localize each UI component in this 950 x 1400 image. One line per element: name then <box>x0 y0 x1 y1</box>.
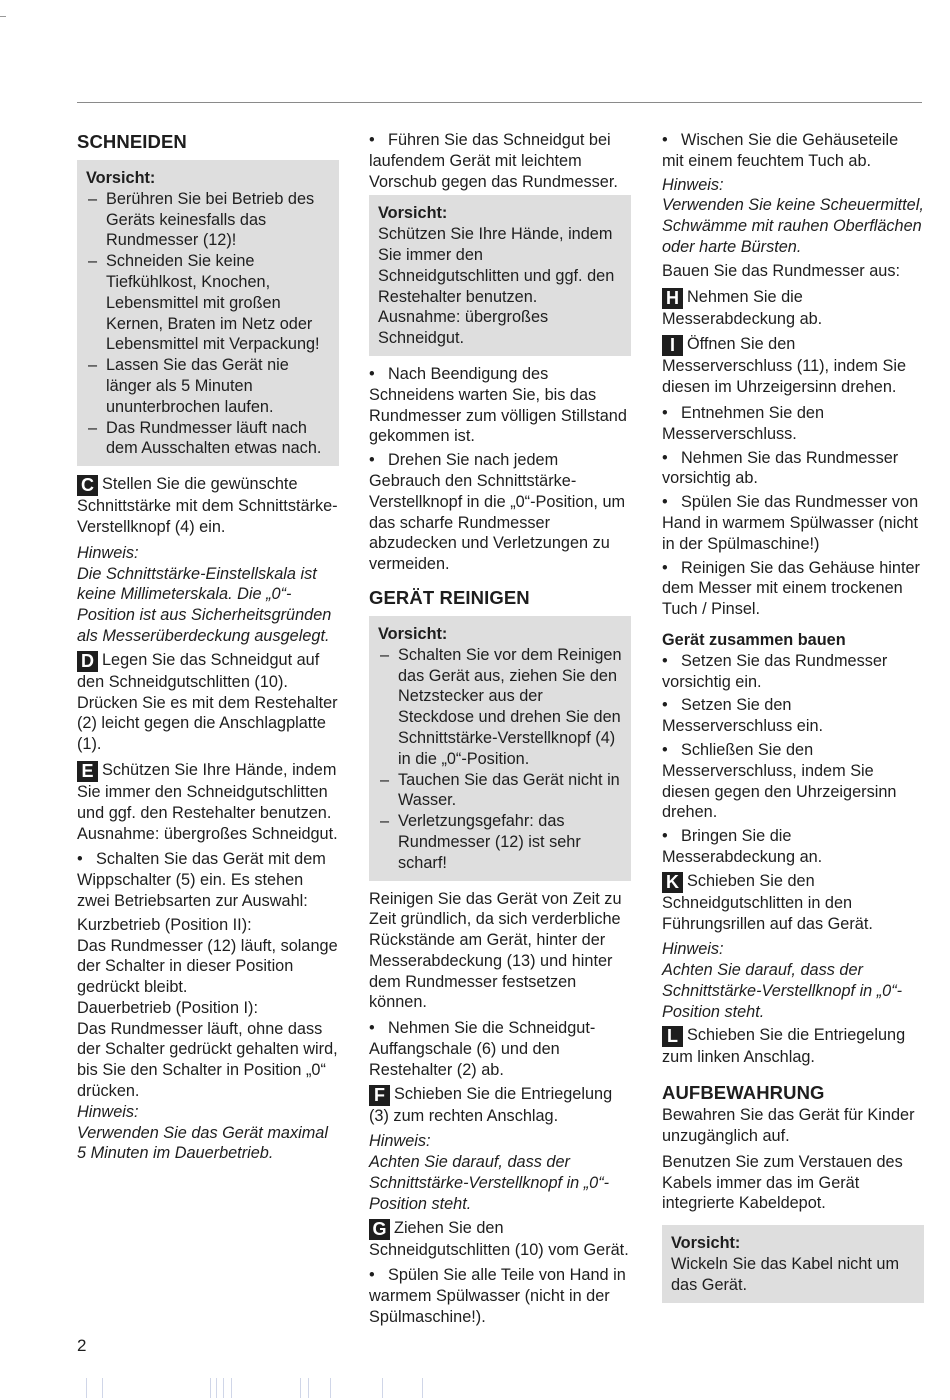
bullet-item: • Spülen Sie das Rundmesser von Hand in warmem Spülwasser (nicht in der Spülmaschine!) <box>662 493 919 553</box>
bullet-item: • Bringen Sie die Messerabdeckung an. <box>662 827 823 866</box>
note-label: Hinweis: <box>662 175 724 194</box>
caution-box <box>662 1225 924 1302</box>
step-letter-icon: K <box>662 872 683 893</box>
caution-item: – Berühren Sie bei Betrieb des Geräts keinesfalls das Rundmesser (12)! <box>86 189 330 251</box>
column-1 <box>77 128 339 1167</box>
note-text: Verwenden Sie keine Scheuermittel, Schwämme mit rauhen Oberflächen oder harte Bürsten. <box>662 196 924 256</box>
caution-item: – Lassen Sie das Gerät nie länger als 5 Minuten ununterbrochen laufen. <box>86 355 330 417</box>
column-3 <box>662 130 924 1311</box>
caution-box <box>77 160 339 466</box>
note-label: Hinweis: <box>77 1102 139 1121</box>
step-letter-icon: G <box>369 1219 390 1240</box>
note-text: Achten Sie darauf, dass der Schnittstärke-Verstellknopf in „0“- Position steht. <box>369 1153 610 1213</box>
header-rule <box>77 102 922 103</box>
footer-ticks <box>86 1378 426 1398</box>
bullet-item: • Spülen Sie alle Teile von Hand in warmem Spülwasser (nicht in der Spülmaschine!). <box>369 1266 626 1327</box>
step-c <box>77 474 339 538</box>
step-f <box>369 1084 631 1127</box>
bullet-item: • Nehmen Sie die Schneidgut-Auffangschale (6) und den Restehalter (2) ab. <box>369 1019 596 1079</box>
bullet-item: • Reinigen Sie das Gehäuse hinter dem Messer mit einem trockenen Tuch / Pinsel. <box>662 558 920 619</box>
note-label: Hinweis: <box>662 940 724 959</box>
caution-title: Vorsicht: <box>378 624 448 643</box>
step-k <box>662 871 924 935</box>
caution-item: – Verletzungsgefahr: das Rundmesser (12) ist sehr scharf! <box>378 811 622 873</box>
bullet-item: • Führen Sie das Schneidgut bei laufendem Gerät mit leichtem Vorschub gegen das Rundmesser. <box>369 131 618 191</box>
paragraph: Bauen Sie das Rundmesser aus: <box>662 261 901 280</box>
caution-title: Vorsicht: <box>378 204 448 223</box>
crop-mark <box>0 16 6 17</box>
page-number: 2 <box>77 1336 87 1355</box>
step-l <box>662 1025 924 1068</box>
note-text: Achten Sie darauf, dass der Schnittstärke-Verstellknopf in „0“- Position steht. <box>662 961 903 1021</box>
note-text: Verwenden Sie das Gerät maximal 5 Minuten im Dauerbetrieb. <box>77 1123 328 1163</box>
bullet-item: • Schalten Sie das Gerät mit dem Wippschalter (5) ein. Es stehen zwei Betriebsarten zur Auswahl: <box>77 850 326 910</box>
bullet-item: • Wischen Sie die Gehäuseteile mit einem feuchtem Tuch ab. <box>662 131 899 170</box>
caution-item: – Das Rundmesser läuft nach dem Ausschalten etwas nach. <box>86 418 330 460</box>
caution-title: Vorsicht: <box>86 169 156 187</box>
step-letter-icon: E <box>77 761 98 782</box>
step-letter-icon: C <box>77 475 98 496</box>
step-text: Öffnen Sie den Messerverschluss (11), indem Sie diesen im Uhrzeigersinn drehen. <box>662 335 906 397</box>
paragraph: Reinigen Sie das Gerät von Zeit zu Zeit gründlich, da sich verderbliche Rückstände am Gerät, hinter der Messerabdeckung (13) und hinter dem Rundmesser festsetzen können. <box>369 889 622 1012</box>
section-heading-geraet-reinigen: GERÄT REINIGEN <box>369 586 530 608</box>
note-label: Hinweis: <box>369 1132 431 1151</box>
column-2 <box>369 130 631 1331</box>
caution-text: Wickeln Sie das Kabel nicht um das Gerät. <box>671 1255 900 1294</box>
step-text: Schieben Sie die Entriegelung zum linken Anschlag. <box>662 1026 906 1067</box>
bullet-item: • Entnehmen Sie den Messerverschluss. <box>662 403 825 443</box>
step-text: Legen Sie das Schneidgut auf den Schneidgutschlitten (10). Drücken Sie es mit dem Restehalter (2) leicht gegen die Anschlagplatte (1). <box>77 650 338 754</box>
caution-title: Vorsicht: <box>671 1234 741 1253</box>
step-d <box>77 650 339 755</box>
mode-title: Dauerbetrieb (Position I): <box>77 998 258 1017</box>
caution-text: Schützen Sie Ihre Hände, indem Sie immer den Schneidgutschlitten und ggf. den Restehalter benutzen. Ausnahme: übergroßes Schneidgut. <box>378 225 615 348</box>
step-text: Ziehen Sie den Schneidgutschlitten (10) vom Gerät. <box>369 1218 629 1259</box>
bullet-item: • Setzen Sie den Messerverschluss ein. <box>662 696 824 736</box>
step-text: Schieben Sie den Schneidgutschlitten in den Führungsrillen auf das Gerät. <box>662 871 873 933</box>
bullet-item: • Nehmen Sie das Rundmesser vorsichtig ab. <box>662 448 899 488</box>
step-letter-icon: I <box>662 335 683 356</box>
bullet-item: • Drehen Sie nach jedem Gebrauch den Schnittstärke-Verstellknopf in die „0“-Position, um das scharfe Rundmesser abzudecken und Verletzungen zu vermeiden. <box>369 451 626 574</box>
note-text: Die Schnittstärke-Einstellskala ist keine Millimeterskala. Die „0“-Position ist aus Sicherheitsgründen als Messerüberdeckung ausgelegt. <box>77 564 332 645</box>
mode-text: Das Rundmesser (12) läuft, solange der Schalter in dieser Position gedrückt bleibt. <box>77 936 338 997</box>
section-heading-schneiden: SCHNEIDEN <box>77 131 187 152</box>
paragraph: Benutzen Sie zum Verstauen des Kabels immer das im Gerät integrierte Kabeldepot. <box>662 1152 903 1213</box>
step-letter-icon: D <box>77 651 98 672</box>
step-e <box>77 760 339 844</box>
bullet-item: • Nach Beendigung des Schneidens warten Sie, bis das Rundmesser zum völligen Stillstand gekommen ist. <box>369 364 627 446</box>
caution-item: – Tauchen Sie das Gerät nicht in Wasser. <box>378 770 622 812</box>
caution-item: – Schalten Sie vor dem Reinigen das Gerät aus, ziehen Sie den Netzstecker aus der Steckdose und drehen Sie den Schnittstärke-Verstellknopf (4) in die „0“-Position. <box>378 645 622 770</box>
mode-text: Das Rundmesser läuft, ohne dass der Schalter gedrückt gehalten wird, bis Sie den Schalter in Position „0“ drücken. <box>77 1019 338 1101</box>
bullet-item: • Schließen Sie den Messerverschluss, indem Sie diesen gegen den Uhrzeigersinn drehen. <box>662 740 897 822</box>
note-label: Hinweis: <box>77 543 139 562</box>
bullet-item: • Setzen Sie das Rundmesser vorsichtig ein. <box>662 651 888 691</box>
caution-item: – Schneiden Sie keine Tiefkühlkost, Knochen, Lebensmittel mit großen Kernen, Braten im Netz oder Lebensmittel mit Verpackung! <box>86 251 330 355</box>
caution-box <box>369 195 631 356</box>
paragraph: Bewahren Sie das Gerät für Kinder unzugänglich auf. <box>662 1106 915 1146</box>
step-g <box>369 1218 631 1261</box>
step-text: Nehmen Sie die Messerabdeckung ab. <box>662 287 823 328</box>
step-letter-icon: F <box>369 1085 390 1106</box>
mode-title: Kurzbetrieb (Position II): <box>77 915 252 934</box>
step-letter-icon: L <box>662 1026 683 1047</box>
step-text: Schützen Sie Ihre Hände, indem Sie immer den Schneidgutschlitten und ggf. den Restehalter benutzen. Ausnahme: übergroßes Schneidgut. <box>77 760 338 843</box>
step-i <box>662 334 924 398</box>
step-letter-icon: H <box>662 288 683 309</box>
subheading-geraet-zusammen-bauen: Gerät zusammen bauen <box>662 630 846 649</box>
step-h <box>662 287 924 330</box>
step-text: Stellen Sie die gewünschte Schnittstärke mit dem Schnittstärke-Verstellknopf (4) ein. <box>77 475 338 536</box>
section-heading-aufbewahrung: AUFBEWAHRUNG <box>662 1082 825 1104</box>
caution-box <box>369 616 631 881</box>
step-text: Schieben Sie die Entriegelung (3) zum rechten Anschlag. <box>369 1084 613 1125</box>
